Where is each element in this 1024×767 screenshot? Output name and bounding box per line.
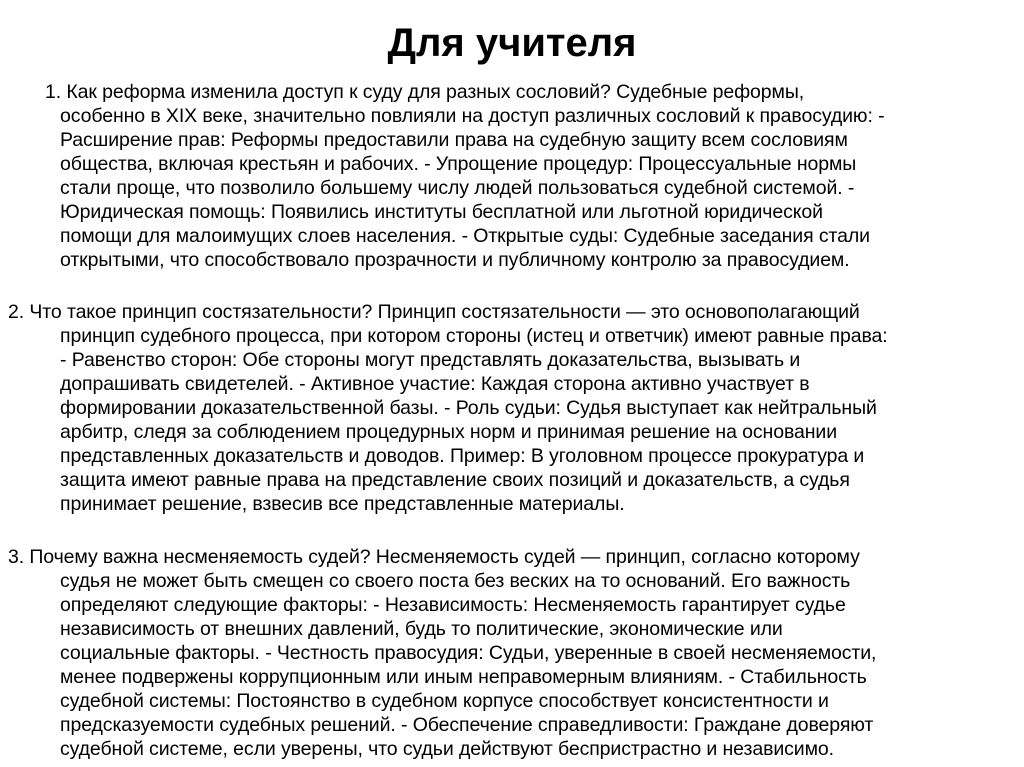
text-line: социальные факторы. - Честность правосудия: Судьи, уверенные в своей несменяемости,	[60, 642, 877, 664]
text-line: 1. Как реформа изменила доступ к суду для разных сословий? Судебные реформы,	[45, 81, 805, 103]
text-line: судебной системе, если уверены, что судьи действуют беспристрастно и независимо.	[60, 738, 834, 760]
slide-title: Для учителя	[387, 21, 637, 65]
text-line: открытыми, что способствовало прозрачности и публичному контролю за правосудием.	[60, 249, 850, 271]
text-line: принцип судебного процесса, при котором стороны (истец и ответчик) имеют равные права:	[60, 325, 888, 347]
text-line: представленных доказательств и доводов. Пример: В уголовном процессе прокуратура и	[60, 445, 865, 467]
text-line: - Равенство сторон: Обе стороны могут представлять доказательства, вызывать и	[60, 349, 801, 371]
text-line: судья не может быть смещен со своего поста без веских на то оснований. Его важность	[60, 570, 851, 592]
text-line: помощи для малоимущих слоев населения. - Открытые суды: Судебные заседания стали	[60, 225, 870, 247]
text-line: особенно в XIX веке, значительно повлияли на доступ различных сословий к правосудию: -	[60, 105, 885, 127]
text-line: Юридическая помощь: Появились институты бесплатной или льготной юридической	[60, 201, 823, 223]
text-line: Расширение прав: Реформы предоставили права на судебную защиту всем сословиям	[60, 129, 848, 151]
paragraph-1	[0, 80, 1024, 272]
paragraph-2	[0, 300, 1024, 516]
text-line: допрашивать свидетелей. - Активное участие: Каждая сторона активно участвует в	[60, 373, 810, 395]
paragraph-3	[0, 545, 1024, 761]
text-line: защита имеют равные права на представление своих позиций и доказательств, а судья	[60, 469, 850, 491]
text-line: определяют следующие факторы: - Независимость: Несменяемость гарантирует судье	[60, 594, 846, 616]
text-line: общества, включая крестьян и рабочих. - Упрощение процедур: Процессуальные нормы	[60, 153, 857, 175]
text-line: предсказуемости судебных решений. - Обеспечение справедливости: Граждане доверяют	[60, 714, 874, 736]
text-line: формировании доказательственной базы. - Роль судьи: Судья выступает как нейтральный	[60, 397, 877, 419]
text-line: судебной системы: Постоянство в судебном корпусе способствует консистентности и	[60, 690, 829, 712]
text-line: 3. Почему важна несменяемость судей? Несменяемость судей — принцип, согласно которому	[8, 546, 860, 568]
text-line: арбитр, следя за соблюдением процедурных норм и принимая решение на основании	[60, 421, 837, 443]
text-line: независимость от внешних давлений, будь то политические, экономические или	[60, 618, 783, 640]
text-line: принимает решение, взвесив все представленные материалы.	[60, 493, 625, 515]
text-line: менее подвержены коррупционным или иным неправомерным влияниям. - Стабильность	[60, 666, 867, 688]
text-line: 2. Что такое принцип состязательности? Принцип состязательности — это основополагающий	[8, 301, 860, 323]
text-line: стали проще, что позволило большему числу людей пользоваться судебной системой. -	[60, 177, 855, 199]
